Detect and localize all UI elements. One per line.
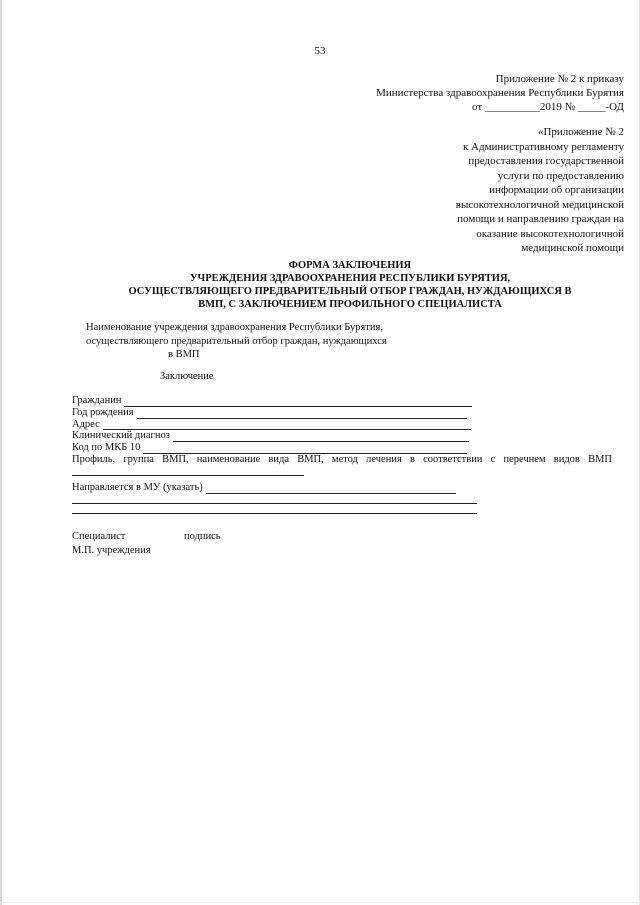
icd-code-input-line[interactable]: [143, 444, 467, 454]
signature-label: подпись: [184, 531, 221, 542]
scan-edge-left: [0, 0, 2, 905]
specialist-label: Специалист: [72, 531, 126, 542]
form-title-line: ФОРМА ЗАКЛЮЧЕНИЯ: [288, 260, 412, 271]
regulation-line: медицинской помощи: [521, 242, 624, 254]
referral-field: [72, 482, 612, 494]
birth-year-input-line[interactable]: [137, 409, 467, 419]
regulation-line: помощи и направлению граждан на: [457, 213, 624, 225]
stamp-label: М.П. учреждения: [72, 545, 151, 556]
icd-code-field: [72, 442, 612, 454]
diagnosis-label: Клинический диагноз: [72, 430, 170, 442]
form-title-line: УЧРЕЖДЕНИЯ ЗДРАВООХРАНЕНИЯ РЕСПУБЛИКИ БУРЯТИЯ,: [189, 273, 511, 284]
regulation-appendix-header: [456, 125, 624, 256]
address-field: [72, 419, 612, 431]
referral-extra-line[interactable]: [72, 494, 477, 504]
institution-name-caption: [86, 321, 387, 362]
order-date-line: от __________2019 № _____-ОД: [472, 101, 624, 113]
page-number: 53: [314, 45, 326, 57]
institution-line: Наименование учреждения здравоохранения Республики Бурятия,: [86, 322, 383, 333]
address-input-line[interactable]: [103, 420, 471, 430]
regulation-line: оказание высокотехнологичной: [476, 227, 624, 240]
referral-extra-line[interactable]: [72, 504, 477, 514]
profile-field: [72, 466, 612, 476]
regulation-line: «Приложение № 2: [537, 126, 624, 138]
referral-input-line[interactable]: [206, 484, 456, 494]
scan-edge-bottom: [0, 902, 640, 903]
form-title-line: ОСУЩЕСТВЛЯЮЩЕГО ПРЕДВАРИТЕЛЬНЫЙ ОТБОР ГРАЖДАН, НУЖДАЮЩИХСЯ В: [128, 286, 572, 297]
diagnosis-field: [72, 430, 612, 442]
order-ministry-line: Министерства здравоохранения Республики Бурятия: [376, 87, 624, 99]
birth-year-field: [72, 407, 612, 419]
signature-block: [72, 530, 221, 558]
profile-input-line[interactable]: [72, 466, 304, 476]
form-title-line: ВМП, С ЗАКЛЮЧЕНИЕМ ПРОФИЛЬНОГО СПЕЦИАЛИСТА: [198, 299, 502, 310]
order-appendix-header: [376, 72, 624, 114]
regulation-line: предоставления государственной: [468, 155, 624, 167]
icd-code-label: Код по МКБ 10: [72, 442, 141, 454]
address-label: Адрес: [72, 418, 100, 430]
diagnosis-input-line[interactable]: [173, 432, 469, 442]
citizen-field: [72, 395, 612, 407]
referral-extra-field: [72, 504, 612, 514]
birth-year-label: Год рождения: [72, 406, 134, 418]
order-appendix-line: Приложение № 2 к приказу: [495, 73, 624, 85]
referral-label: Направляется в МУ (указать): [72, 481, 203, 493]
citizen-input-line[interactable]: [124, 397, 472, 407]
specialist-signature-row: [72, 530, 221, 544]
profile-label: Профиль, группа ВМП, наименование вида ВМП, метод лечения в соответствии с перечнем видов ВМП: [72, 453, 612, 465]
institution-line: осуществляющего предварительный отбор граждан, нуждающихся: [86, 335, 387, 347]
regulation-line: услуги по предоставлению: [497, 169, 624, 182]
conclusion-label: Заключение: [160, 371, 214, 382]
form-title: [70, 259, 630, 311]
form-fields: [72, 395, 612, 514]
citizen-label: Гражданин: [72, 395, 122, 406]
institution-line: в ВМП: [168, 349, 200, 360]
referral-extra-field: [72, 494, 612, 504]
regulation-line: высокотехнологичной медицинской: [455, 198, 624, 211]
regulation-line: к Административному регламенту: [462, 140, 624, 153]
regulation-line: информации об организации: [489, 184, 624, 196]
